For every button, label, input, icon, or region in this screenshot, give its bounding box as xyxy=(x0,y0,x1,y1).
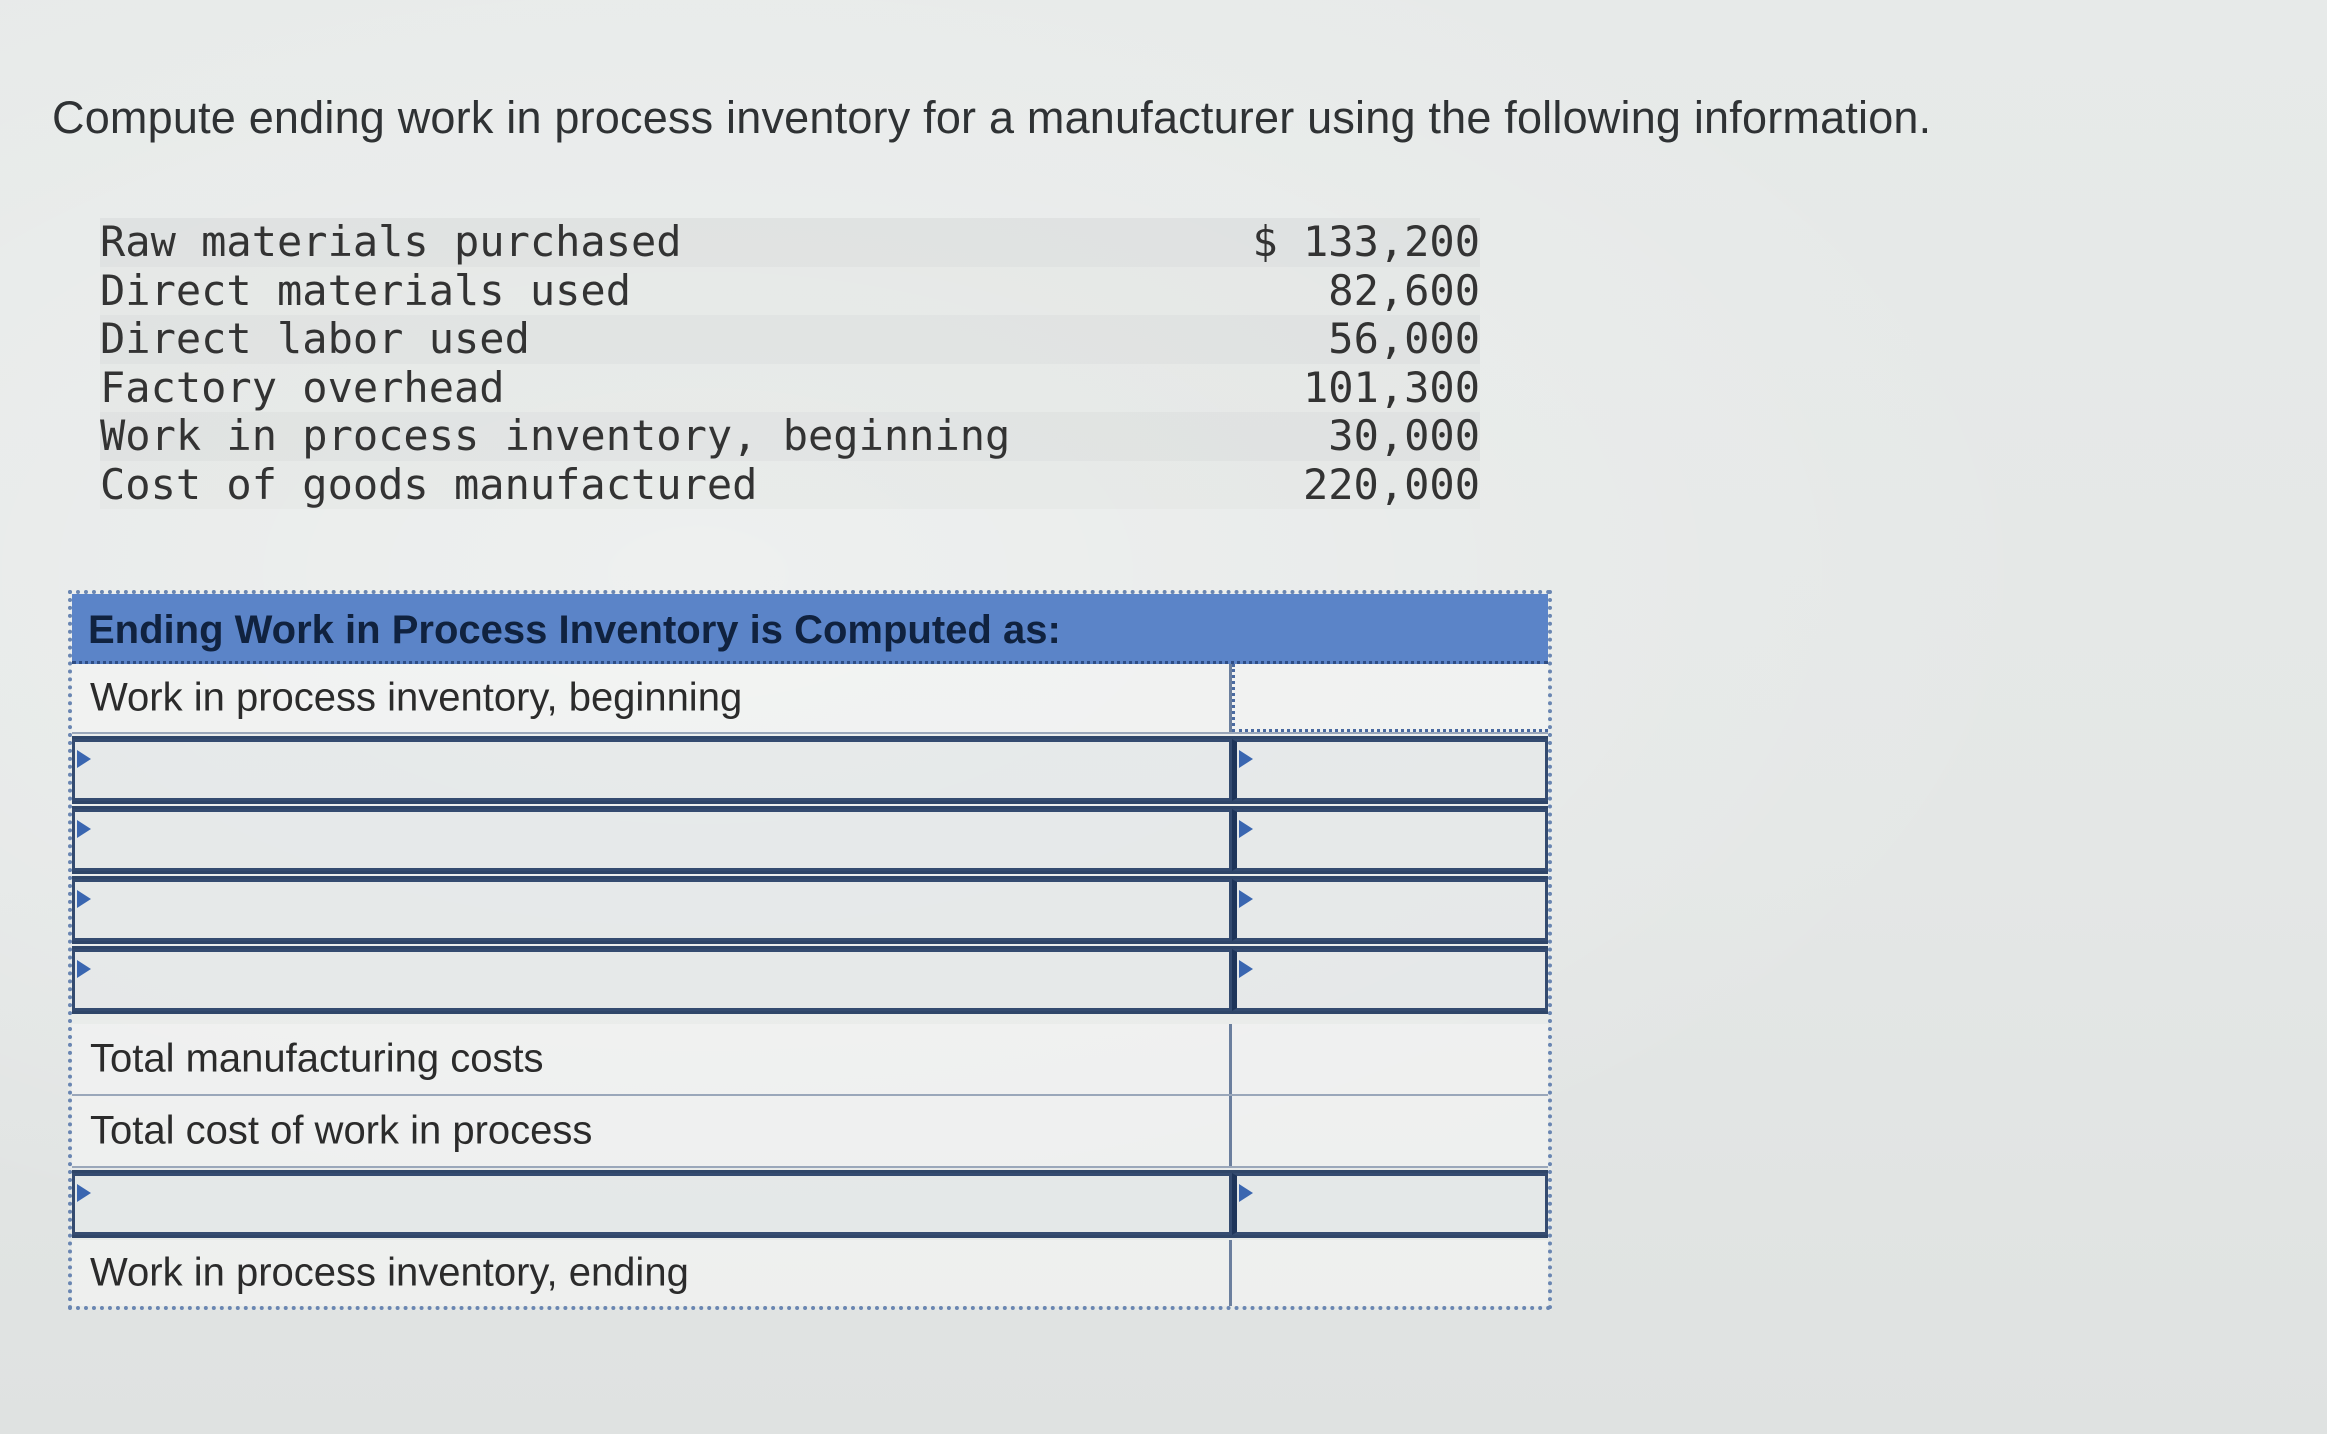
given-label: Cost of goods manufactured xyxy=(100,459,758,509)
given-label: Work in process inventory, beginning xyxy=(100,411,1011,460)
row-label-cell xyxy=(72,664,1232,732)
given-value: 220,000 xyxy=(1302,459,1480,509)
table-row xyxy=(72,806,1548,874)
row-label-cell xyxy=(72,1240,1232,1306)
amount-cell xyxy=(1232,739,1548,801)
row-label-cell xyxy=(72,949,1232,1011)
cost-amount-input[interactable] xyxy=(1237,952,1545,1008)
given-value: 82,600 xyxy=(1328,265,1480,315)
cost-amount-input[interactable] xyxy=(1237,812,1545,868)
row-label: Total manufacturing costs xyxy=(90,1036,544,1081)
given-row xyxy=(100,218,1480,267)
amount-cell xyxy=(1232,664,1548,732)
given-row xyxy=(100,461,1480,510)
cost-label-input[interactable] xyxy=(75,952,1229,1008)
given-row xyxy=(100,364,1480,413)
given-row xyxy=(100,412,1480,461)
row-label-cell xyxy=(72,879,1232,941)
row-label-cell xyxy=(72,1173,1232,1235)
given-data-table xyxy=(100,218,1480,509)
amount-cell xyxy=(1232,1024,1548,1094)
amount-cell xyxy=(1232,949,1548,1011)
wip-beginning-amount-input[interactable] xyxy=(1235,664,1548,729)
row-label: Total cost of work in process xyxy=(90,1108,593,1153)
given-label: Factory overhead xyxy=(100,362,505,412)
row-label: Work in process inventory, ending xyxy=(90,1250,689,1295)
given-value: 101,300 xyxy=(1302,362,1480,412)
total-cost-wip-input[interactable] xyxy=(1232,1096,1548,1166)
given-row xyxy=(100,267,1480,316)
given-value: $ 133,200 xyxy=(1252,217,1480,266)
row-label-cell xyxy=(72,1024,1232,1094)
table-row xyxy=(72,1024,1548,1096)
wip-ending-amount-input[interactable] xyxy=(1232,1240,1548,1306)
table-row xyxy=(72,664,1548,734)
row-label: Work in process inventory, beginning xyxy=(90,675,743,720)
cost-amount-input[interactable] xyxy=(1237,882,1545,938)
table-row xyxy=(72,1170,1548,1238)
table-row xyxy=(72,876,1548,944)
given-row xyxy=(100,315,1480,364)
deduction-amount-input[interactable] xyxy=(1237,1176,1545,1232)
cost-label-input[interactable] xyxy=(75,742,1229,798)
amount-cell xyxy=(1232,809,1548,871)
cost-label-input[interactable] xyxy=(75,812,1229,868)
table-row xyxy=(72,1096,1548,1168)
calculation-header-text: Ending Work in Process Inventory is Computed as: xyxy=(88,608,1061,652)
table-row xyxy=(72,946,1548,1014)
amount-cell xyxy=(1232,1096,1548,1166)
row-label-cell xyxy=(72,1096,1232,1166)
total-manufacturing-costs-input[interactable] xyxy=(1232,1024,1548,1094)
row-label-cell xyxy=(72,809,1232,871)
calculation-table xyxy=(68,590,1552,1310)
cost-amount-input[interactable] xyxy=(1237,742,1545,798)
deduction-label-input[interactable] xyxy=(75,1176,1229,1232)
row-label-cell xyxy=(72,739,1232,801)
given-value: 56,000 xyxy=(1328,314,1480,363)
given-label: Direct labor used xyxy=(100,314,530,363)
table-row xyxy=(72,736,1548,804)
given-value: 30,000 xyxy=(1328,411,1480,460)
amount-cell xyxy=(1232,879,1548,941)
given-label: Raw materials purchased xyxy=(100,217,682,266)
table-row xyxy=(72,1240,1548,1306)
given-label: Direct materials used xyxy=(100,265,632,315)
cost-label-input[interactable] xyxy=(75,882,1229,938)
amount-cell xyxy=(1232,1173,1548,1235)
amount-cell xyxy=(1232,1240,1548,1306)
question-text: Compute ending work in process inventory for a manufacturer using the following information. xyxy=(52,92,1932,143)
calculation-header xyxy=(72,594,1548,664)
